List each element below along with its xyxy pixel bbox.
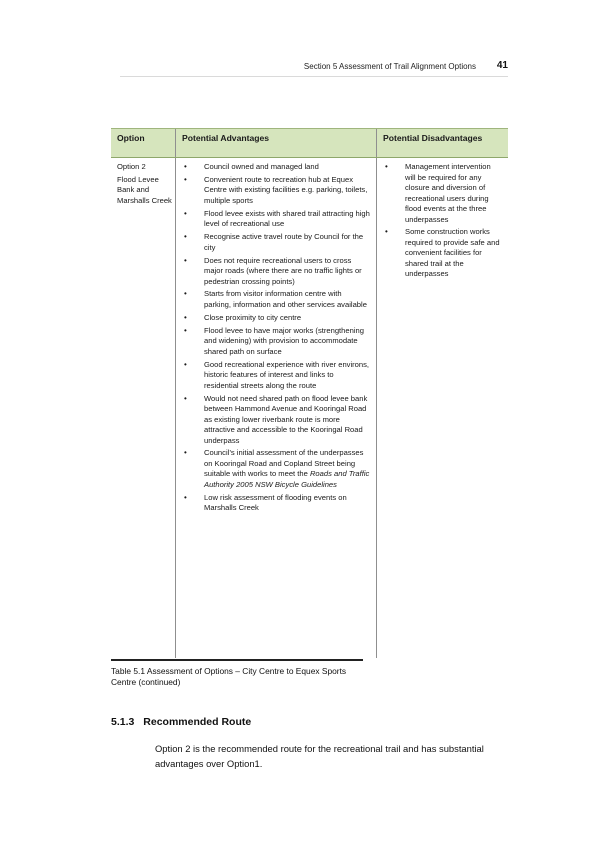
caption-divider (111, 659, 363, 661)
column-header-disadvantages: Potential Disadvantages (376, 129, 508, 157)
list-item: • Some construction works required to provide safe and convenient facilities for shared trail at the underpasses (383, 227, 502, 280)
advantages-cell (175, 158, 376, 658)
table-header-row (111, 128, 508, 158)
header-divider (120, 76, 508, 77)
table-row (111, 158, 508, 658)
list-item: • Recognise active travel route by Council for the city (182, 232, 370, 253)
list-item: • Close proximity to city centre (182, 313, 370, 324)
list-item: • Would not need shared path on flood levee bank between Hammond Avenue and Kooringal Road as existing lower riverbank route is more attractive and accessible to the Kooringal Road underpass (182, 394, 370, 447)
page-number: 41 (496, 60, 508, 71)
option-label: Option 2 (117, 162, 146, 171)
list-item: • Starts from visitor information centre with parking, information and other services available (182, 289, 370, 310)
section-number: 5.1.3 (111, 716, 135, 728)
table-caption: Table 5.1 Assessment of Options – City Centre to Equex Sports Centre (continued) (111, 666, 347, 687)
list-item: • Does not require recreational users to cross major roads (where there are no traffic lights or pedestrian crossing points) (182, 256, 370, 288)
list-item: • Flood levee to have major works (strengthening and widening) with provision to accommodate shared path on surface (182, 326, 370, 358)
list-item: • Management intervention will be required for any closure and diversion of recreational users during flood events at the three underpasses (383, 162, 502, 225)
option-cell (111, 158, 175, 658)
list-item (182, 448, 370, 490)
column-header-advantages: Potential Advantages (175, 129, 376, 157)
list-item: • Convenient route to recreation hub at Equex Centre with existing facilities e.g. parking, toilets, multiple sports (182, 175, 370, 207)
advantages-list (182, 162, 370, 514)
guideline-reference: Roads and Traffic Authority 2005 NSW Bicycle Guidelines (204, 469, 370, 489)
list-item: • Council owned and managed land (182, 162, 370, 173)
options-table (111, 128, 508, 658)
section-heading (111, 716, 251, 728)
list-item: • Flood levee exists with shared trail attracting high level of recreational use (182, 209, 370, 230)
header-section-title: Section 5 Assessment of Trail Alignment Options (303, 62, 476, 71)
list-item: • Low risk assessment of flooding events on Marshalls Creek (182, 493, 370, 514)
option-name: Flood Levee Bank and Marshalls Creek (117, 174, 172, 205)
column-header-option: Option (117, 133, 145, 143)
list-item: • Good recreational experience with river environs, historic features of interest and links to residential streets along the route (182, 360, 370, 392)
disadvantages-list (383, 162, 502, 280)
list-item-text: Council’s initial assessment of the underpasses on Kooringal Road and Copland Street being suitable with works to meet the (204, 448, 364, 479)
disadvantages-cell (376, 158, 508, 658)
section-title: Recommended Route (143, 716, 252, 728)
body-paragraph: Option 2 is the recommended route for the recreational trail and has substantial advantages over Option1. (155, 743, 484, 769)
